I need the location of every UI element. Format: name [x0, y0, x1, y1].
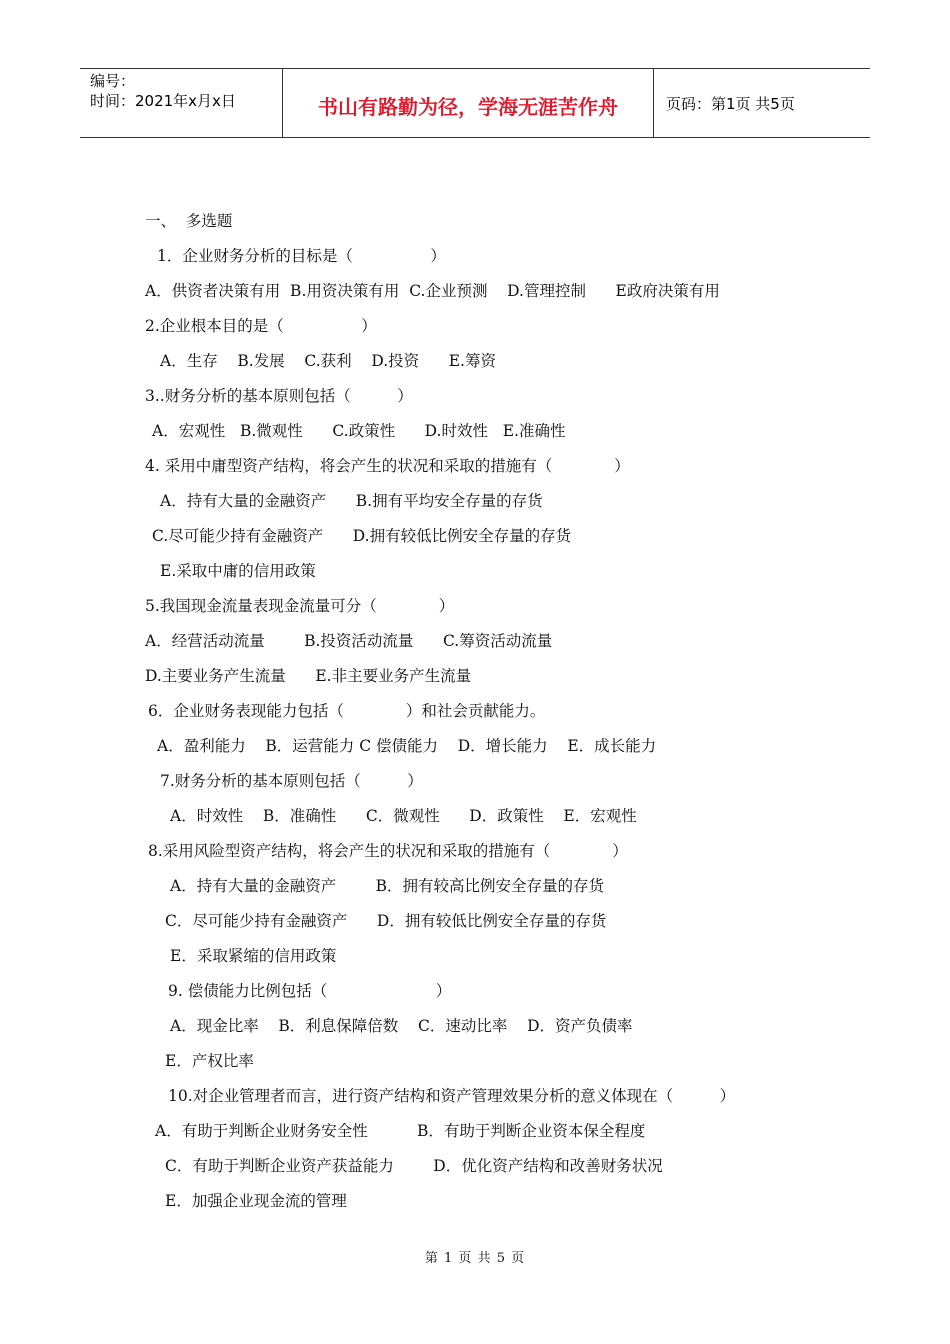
question-10-options-row3: E．加强企业现金流的管理 — [165, 1192, 347, 1210]
question-4-options-row3: E.采取中庸的信用政策 — [160, 562, 316, 580]
question-2-options: A．生存 B.发展 C.获利 D.投资 E.筹资 — [160, 352, 496, 370]
question-1-options: A．供资者决策有用 B.用资决策有用 C.企业预测 D.管理控制 E政府决策有用 — [145, 282, 720, 300]
question-4-options-row1: A．持有大量的金融资产 B.拥有平均安全存量的存货 — [160, 492, 543, 510]
question-3: 3..财务分析的基本原则包括（ ） — [145, 387, 413, 405]
question-5: 5.我国现金流量表现金流量可分（ ） — [145, 597, 455, 615]
question-9-options-row2: E．产权比率 — [165, 1052, 254, 1070]
question-1: 1．企业财务分析的目标是（ ） — [157, 247, 446, 265]
question-4-options-row2: C.尽可能少持有金融资产 D.拥有较低比例安全存量的存货 — [152, 527, 572, 545]
question-5-options-row2: D.主要业务产生流量 E.非主要业务产生流量 — [145, 667, 472, 685]
page-header — [80, 68, 870, 138]
question-3-options: A．宏观性 B.微观性 C.政策性 D.时效性 E.准确性 — [152, 422, 566, 440]
question-10-options-row1: A．有助于判断企业财务安全性 B．有助于判断企业资本保全程度 — [155, 1122, 646, 1140]
header-meta — [80, 69, 282, 137]
question-8-options-row1: A．持有大量的金融资产 B．拥有较高比例安全存量的存货 — [170, 877, 605, 895]
question-10: 10.对企业管理者而言，进行资产结构和资产管理效果分析的意义体现在（ ） — [168, 1087, 736, 1105]
question-7-options: A．时效性 B．准确性 C．微观性 D．政策性 E．宏观性 — [170, 807, 637, 825]
question-8-options-row2: C．尽可能少持有金融资产 D．拥有较低比例安全存量的存货 — [165, 912, 607, 930]
header-motto: 书山有路勤为径，学海无涯苦作舟 — [282, 69, 654, 137]
question-9-options-row1: A．现金比率 B．利息保障倍数 C．速动比率 D．资产负债率 — [170, 1017, 633, 1035]
question-10-options-row2: C．有助于判断企业资产获益能力 D．优化资产结构和改善财务状况 — [165, 1157, 663, 1175]
question-4: 4. 采用中庸型资产结构，将会产生的状况和采取的措施有（ ） — [145, 457, 630, 475]
header-time-label: 时间：2021年x月x日 — [90, 92, 236, 110]
page-footer: 第 1 页 共 5 页 — [424, 1251, 526, 1266]
question-8-options-row3: E．采取紧缩的信用政策 — [170, 947, 337, 965]
question-6-options: A．盈利能力 B．运营能力 C 偿债能力 D．增长能力 E．成长能力 — [157, 737, 657, 755]
question-2: 2.企业根本目的是（ ） — [145, 317, 377, 335]
question-7: 7.财务分析的基本原则包括（ ） — [160, 772, 423, 790]
header-page-info: 页码：第1页 共5页 — [666, 94, 795, 113]
question-6: 6．企业财务表现能力包括（ ）和社会贡献能力。 — [148, 702, 546, 720]
section-title: 一、 多选题 — [145, 212, 233, 230]
header-code-label: 编号： — [90, 72, 136, 90]
question-8: 8.采用风险型资产结构，将会产生的状况和采取的措施有（ ） — [148, 842, 628, 860]
question-9: 9. 偿债能力比例包括（ ） — [168, 982, 452, 1000]
question-5-options-row1: A．经营活动流量 B.投资活动流量 C.筹资活动流量 — [145, 632, 553, 650]
